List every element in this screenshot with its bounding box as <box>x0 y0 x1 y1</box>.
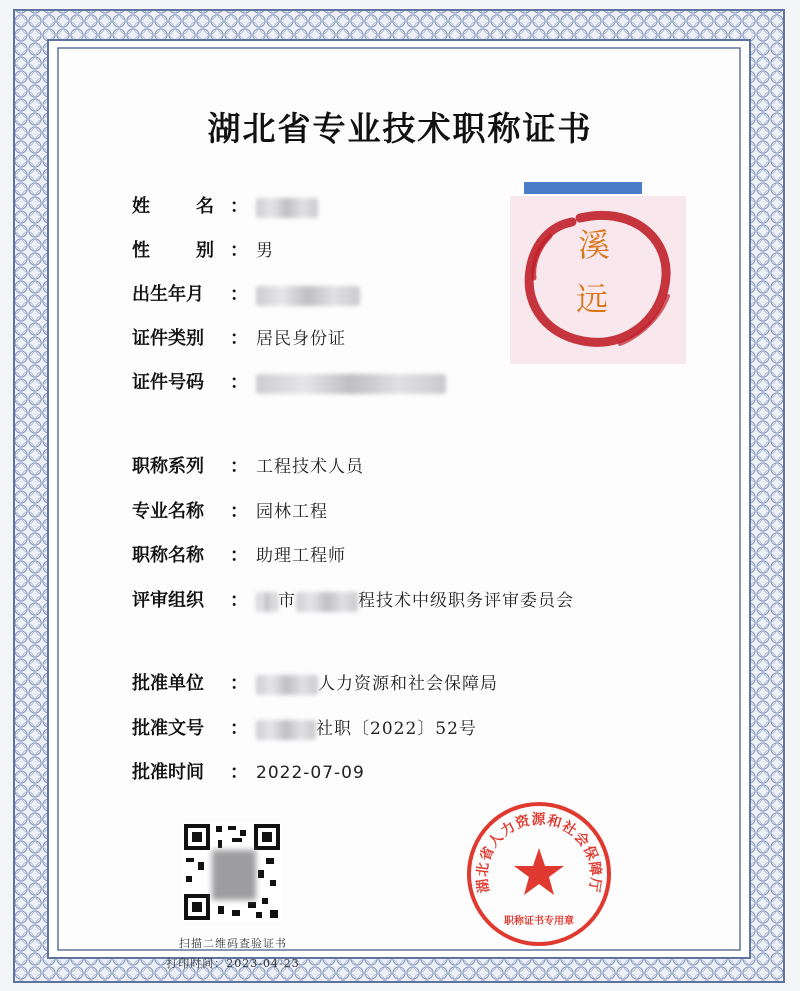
field-title-name-label: 职称名称 <box>132 545 204 566</box>
qr-code[interactable] <box>182 822 282 922</box>
stamp-char-bottom: 远 <box>576 280 609 318</box>
field-approve-date-label: 批准时间 <box>132 762 204 783</box>
field-birth-value <box>256 280 360 310</box>
field-name-label: 姓 名 <box>132 196 214 217</box>
field-gender-label: 性 别 <box>132 240 214 261</box>
photo-area <box>510 196 686 364</box>
seal-ring-text: 湖北省人力资源和社会保障厅 <box>474 812 604 894</box>
field-approve-date-value: 2022-07-09 <box>256 763 365 783</box>
stamp-char-top: 溪 <box>578 226 611 264</box>
seal-bottom-text: 职称证书专用章 <box>504 916 574 927</box>
field-approve-unit-value: 人力资源和社会保障局 <box>256 669 498 699</box>
field-major-label: 专业名称 <box>132 501 204 522</box>
field-series-value: 工程技术人员 <box>256 457 364 477</box>
field-series-label: 职称系列 <box>132 456 204 477</box>
field-gender-value: 男 <box>256 241 274 261</box>
star-icon <box>514 848 564 895</box>
field-approve-doc-value: 社职〔2022〕52号 <box>256 714 477 744</box>
field-title-name-value: 助理工程师 <box>256 546 346 566</box>
certificate-title: 湖北省专业技术职称证书 <box>207 109 593 148</box>
field-review-org-label: 评审组织 <box>132 590 204 611</box>
field-name-value <box>256 192 318 222</box>
qr-caption: 扫描二维码查验证书 <box>179 937 287 950</box>
print-time: 打印时间：2023-04-23 <box>166 957 300 970</box>
field-review-org-value: 市 程技术中级职务评审委员会 <box>256 586 574 616</box>
field-id-type-label: 证件类别 <box>132 328 204 349</box>
field-id-type-value: 居民身份证 <box>256 329 346 349</box>
photo-top-bar <box>524 182 642 194</box>
field-approve-doc-label: 批准文号 <box>132 718 204 739</box>
official-seal <box>465 800 613 948</box>
field-major-value: 园林工程 <box>256 502 328 522</box>
field-birth-label: 出生年月 <box>132 284 204 305</box>
field-id-number-value <box>256 368 446 398</box>
field-approve-unit-label: 批准单位 <box>132 673 204 694</box>
brush-circle-stamp <box>510 196 686 364</box>
field-id-number-label: 证件号码 <box>132 372 204 393</box>
